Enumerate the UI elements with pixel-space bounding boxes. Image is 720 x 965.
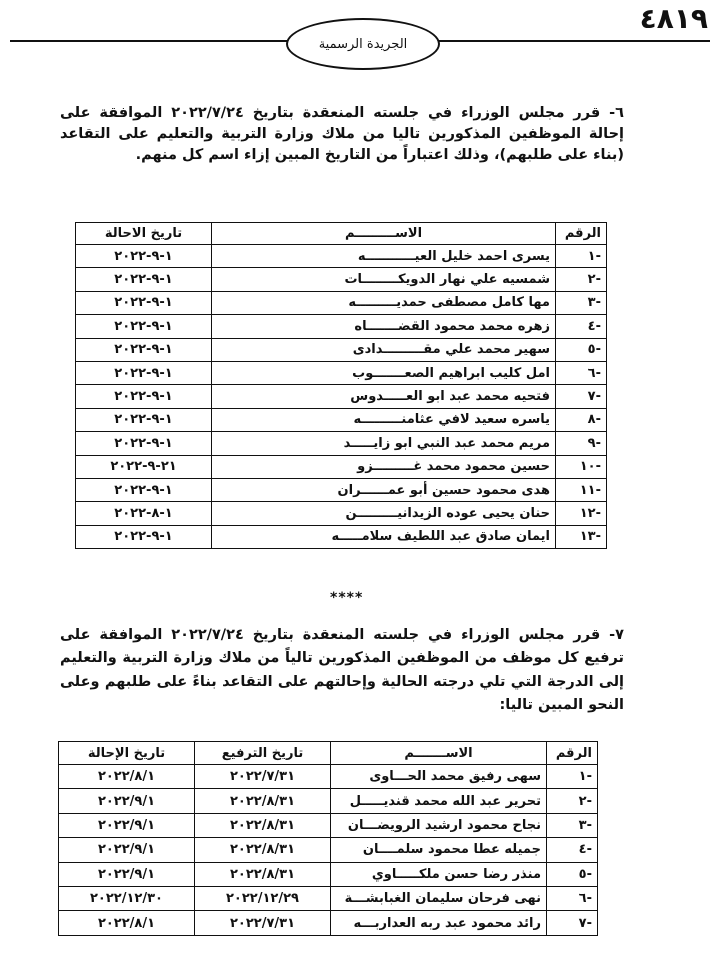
employee-name: جميله عطا محمود سلمــــان [331, 838, 547, 862]
table-row [76, 268, 607, 291]
retirement-date: ١-٩-٢٠٢٢ [76, 315, 212, 338]
decision-7-text: ٧- قرر مجلس الوزراء في جلسته المنعقدة بتاريخ ٢٠٢٢/٧/٢٤ الموافقة على ترفيع كل موظف من الموظفين المذكورين تالياً من ملاك وزارة التربية والتعليم إلى الدرجة التي تلي درجته الحالية وإحالتهم على التقاعد بناءً على طلبهم وعلى النحو المبين تاليا: [60, 626, 625, 713]
header-name: الاســـــــــم [212, 223, 556, 245]
row-number: -١ [547, 765, 598, 789]
promotion-date: ٢٠٢٢/٨/٣١ [195, 813, 331, 837]
row-number: -٥ [556, 338, 607, 361]
retirement-date: ٢٠٢٢/١٢/٣٠ [59, 886, 195, 910]
header-promotion-date: تاريخ الترفيع [195, 742, 331, 765]
row-number: -١٢ [556, 502, 607, 525]
table-row [59, 886, 598, 910]
retirement-date: ١-٩-٢٠٢٢ [76, 338, 212, 361]
promotion-date: ٢٠٢٢/١٢/٢٩ [195, 886, 331, 910]
employee-name: تحرير عبد الله محمد قنديـــــل [331, 789, 547, 813]
row-number: -٩ [556, 432, 607, 455]
promotion-date: ٢٠٢٢/٧/٣١ [195, 911, 331, 935]
decision-6-text: ٦- قرر مجلس الوزراء في جلسته المنعقدة بتاريخ ٢٠٢٢/٧/٢٤ الموافقة على إحالة الموظفين المذكورين تاليا من ملاك وزارة التربية والتعليم على التقاعد (بناء على طلبهم)، وذلك اعتباراً من التاريخ المبين إزاء اسم كل منهم. [60, 104, 625, 163]
employee-name: زهره محمد محمود القضـــــــاه [212, 315, 556, 338]
employee-name: امل كليب ابراهيم الصعـــــــوب [212, 361, 556, 384]
gazette-title-text: الجريدة الرسمية [318, 36, 408, 52]
table-row [76, 338, 607, 361]
retirement-date: ١-٩-٢٠٢٢ [76, 385, 212, 408]
row-number: -١ [556, 245, 607, 268]
retirement-date: ١-٩-٢٠٢٢ [76, 245, 212, 268]
retirement-date: ٢٠٢٢/٩/١ [59, 813, 195, 837]
table-row [76, 315, 607, 338]
promotion-date: ٢٠٢٢/٨/٣١ [195, 789, 331, 813]
employee-name: سهير محمد علي مقـــــــــدادى [212, 338, 556, 361]
retirement-date: ١-٩-٢٠٢٢ [76, 291, 212, 314]
header-retirement-date: تاريخ الاحالة [76, 223, 212, 245]
retirement-date: ٢٠٢٢/٨/١ [59, 765, 195, 789]
header-number: الرقم [556, 223, 607, 245]
employee-name: مها كامل مصطفى حمديـــــــــه [212, 291, 556, 314]
retirement-date: ١-٩-٢٠٢٢ [76, 525, 212, 548]
employee-name: حنان يحيى عوده الزيدانيـــــــــن [212, 502, 556, 525]
promotion-table [58, 741, 598, 936]
table-row [59, 862, 598, 886]
row-number: -٦ [556, 361, 607, 384]
table-row [76, 291, 607, 314]
retirement-date: ٢٠٢٢/٩/١ [59, 862, 195, 886]
retirement-date: ١-٩-٢٠٢٢ [76, 432, 212, 455]
table-row [76, 478, 607, 501]
retirement-date: ١-٨-٢٠٢٢ [76, 502, 212, 525]
page-number: ٤٨١٩ [639, 2, 708, 35]
table-row [76, 385, 607, 408]
row-number: -٤ [556, 315, 607, 338]
table-row [76, 408, 607, 431]
employee-name: هدى محمود حسين أبو عمــــــران [212, 478, 556, 501]
retirement-date: ١-٩-٢٠٢٢ [76, 361, 212, 384]
retirement-date: ٢٠٢٢/٩/١ [59, 838, 195, 862]
row-number: -٧ [547, 911, 598, 935]
retirement-date: ١-٩-٢٠٢٢ [76, 478, 212, 501]
employee-name: فتحيه محمد عبد ابو العـــــدوس [212, 385, 556, 408]
promotion-date: ٢٠٢٢/٨/٣١ [195, 838, 331, 862]
retirement-table-body [76, 245, 607, 549]
employee-name: ياسره سعيد لافي عثامنـــــــــه [212, 408, 556, 431]
table-row [76, 245, 607, 268]
retirement-date: ١-٩-٢٠٢٢ [76, 408, 212, 431]
row-number: -٨ [556, 408, 607, 431]
header-retirement-date: تاريخ الإحالة [59, 742, 195, 765]
row-number: -٣ [547, 813, 598, 837]
table-row [76, 455, 607, 478]
row-number: -٣ [556, 291, 607, 314]
table-header-row [76, 223, 607, 245]
row-number: -٦ [547, 886, 598, 910]
table-row [59, 765, 598, 789]
table-row [76, 361, 607, 384]
retirement-date: ١-٩-٢٠٢٢ [76, 268, 212, 291]
gazette-title [286, 18, 440, 70]
table-row [59, 838, 598, 862]
retirement-date: ٢٠٢٢/٩/١ [59, 789, 195, 813]
table-row [76, 432, 607, 455]
row-number: -٢ [547, 789, 598, 813]
row-number: -١٠ [556, 455, 607, 478]
table-row [59, 813, 598, 837]
employee-name: شمسيه علي نهار الدويكــــــــات [212, 268, 556, 291]
section-separator: **** [330, 590, 364, 606]
employee-name: منذر رضا حسن ملكـــــاوي [331, 862, 547, 886]
employee-name: نجاح محمود ارشيد الرويضـــان [331, 813, 547, 837]
row-number: -٧ [556, 385, 607, 408]
row-number: -٥ [547, 862, 598, 886]
table-row [76, 525, 607, 548]
row-number: -١١ [556, 478, 607, 501]
promotion-date: ٢٠٢٢/٧/٣١ [195, 765, 331, 789]
employee-name: رائد محمود عبد ربه العداربـــه [331, 911, 547, 935]
row-number: -٢ [556, 268, 607, 291]
retirement-date: ٢١-٩-٢٠٢٢ [76, 455, 212, 478]
employee-name: سهى رفيق محمد الحـــاوى [331, 765, 547, 789]
retirement-date: ٢٠٢٢/٨/١ [59, 911, 195, 935]
table-header-row [59, 742, 598, 765]
header-number: الرقم [547, 742, 598, 765]
header-name: الاســـــــم [331, 742, 547, 765]
employee-name: ايمان صادق عبد اللطيف سلامـــــه [212, 525, 556, 548]
promotion-table-body [59, 765, 598, 936]
employee-name: مريم محمد عبد النبي ابو زايـــــد [212, 432, 556, 455]
employee-name: يسرى احمد خليل العيـــــــــــه [212, 245, 556, 268]
table-row [59, 911, 598, 935]
table-row [59, 789, 598, 813]
row-number: -٤ [547, 838, 598, 862]
table-row [76, 502, 607, 525]
row-number: -١٣ [556, 525, 607, 548]
employee-name: حسين محمود محمد غـــــــــزو [212, 455, 556, 478]
employee-name: نهى فرحان سليمان الغبابشـــة [331, 886, 547, 910]
promotion-date: ٢٠٢٢/٨/٣١ [195, 862, 331, 886]
retirement-table [75, 222, 607, 549]
